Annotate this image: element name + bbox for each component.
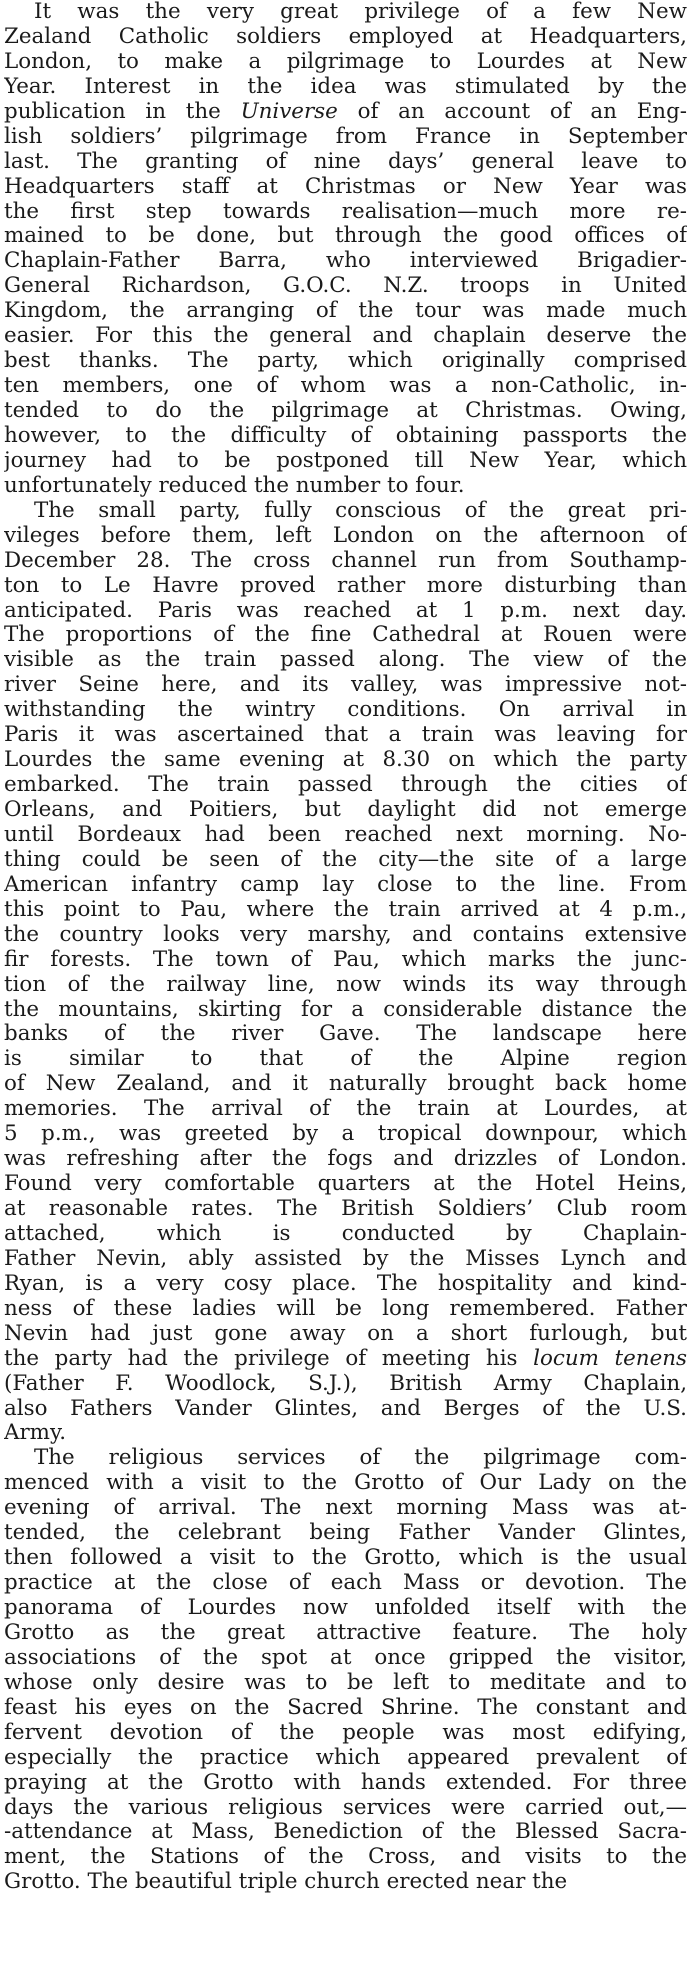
text-line: ten members, one of whom was a non-Catholic, in-	[4, 374, 687, 399]
text-line: the country looks very marshy, and contains extensive	[4, 922, 687, 947]
text-line: menced with a visit to the Grotto of Our Lady on the	[4, 1471, 687, 1496]
text-line: feast his eyes on the Sacred Shrine. The constant and	[4, 1695, 687, 1720]
text-line: fervent devotion of the people was most edifying,	[4, 1720, 687, 1745]
text-line: Ryan, is a very cosy place. The hospitality and kind-	[4, 1271, 687, 1296]
text-line: however, to the difficulty of obtaining passports the	[4, 423, 687, 448]
text-line: river Seine here, and its valley, was impressive not-	[4, 673, 687, 698]
text-line: this point to Pau, where the train arrived at 4 p.m.,	[4, 897, 687, 922]
text-line: the party had the privilege of meeting his locum tenens	[4, 1346, 687, 1371]
text-line: was refreshing after the fogs and drizzles of London.	[4, 1147, 687, 1172]
text-line: the first step towards realisation—much more re-	[4, 199, 687, 224]
text-line: journey had to be postponed till New Year, which	[4, 448, 687, 473]
article-paragraph	[4, 1446, 687, 1895]
text-line: easier. For this the general and chaplain deserve the	[4, 324, 687, 349]
text-line: tion of the railway line, now winds its way through	[4, 972, 687, 997]
text-line: fir forests. The town of Pau, which marks the junc-	[4, 947, 687, 972]
text-line: especially the practice which appeared prevalent of	[4, 1745, 687, 1770]
italic-text: locum tenens	[533, 1346, 687, 1371]
text-line: ness of these ladies will be long remembered. Father	[4, 1296, 687, 1321]
text-line: Army.	[4, 1421, 66, 1446]
text-line: Lourdes the same evening at 8.30 on which the party	[4, 748, 687, 773]
text-line: days the various religious services were carried out,—	[4, 1795, 687, 1820]
text-line: Year. Interest in the idea was stimulated by the	[4, 74, 687, 99]
text-line: Nevin had just gone away on a short furlough, but	[4, 1321, 687, 1346]
text-line: best thanks. The party, which originally comprised	[4, 349, 687, 374]
text-line: London, to make a pilgrimage to Lourdes at New	[4, 49, 687, 74]
text-line: panorama of Lourdes now unfolded itself with the	[4, 1596, 687, 1620]
text-line: withstanding the wintry conditions. On arrival in	[4, 698, 687, 723]
text-line: The proportions of the fine Cathedral at Rouen were	[4, 623, 687, 648]
text-line: American infantry camp lay close to the line. From	[4, 872, 687, 897]
text-line: publication in the Universe of an account of an Eng-	[4, 99, 687, 124]
text-line: unfortunately reduced the number to four.	[4, 473, 465, 498]
text-line: of New Zealand, and it naturally brought back home	[4, 1072, 687, 1097]
text-line: December 28. The cross channel run from Southamp-	[4, 548, 687, 573]
text-line: is similar to that of the Alpine region	[4, 1047, 687, 1072]
text-line: until Bordeaux had been reached next morning. No-	[4, 822, 687, 847]
text-line: It was the very great privilege of a few New	[34, 0, 687, 24]
text-line: associations of the spot at once gripped the visitor,	[4, 1645, 687, 1670]
text-line: anticipated. Paris was reached at 1 p.m. next day.	[4, 598, 687, 623]
text-line: Father Nevin, ably assisted by the Misses Lynch and	[4, 1246, 687, 1271]
text-line: practice at the close of each Mass or devotion. The	[4, 1571, 687, 1596]
article-paragraph	[4, 499, 687, 1447]
text-line: whose only desire was to be left to meditate and to	[4, 1670, 687, 1695]
text-line: The small party, fully conscious of the great pri-	[34, 498, 687, 523]
text-line: Found very comfortable quarters at the Hotel Heins,	[4, 1172, 687, 1197]
text-line: visible as the train passed along. The view of the	[4, 648, 687, 673]
text-line: banks of the river Gave. The landscape here	[4, 1022, 687, 1047]
article-body	[4, 0, 687, 1895]
text-line: also Fathers Vander Glintes, and Berges of the U.S.	[4, 1396, 687, 1421]
text-line: last. The granting of nine days’ general leave to	[4, 149, 687, 174]
text-line: evening of arrival. The next morning Mass was at-	[4, 1496, 687, 1521]
italic-text: Universe	[240, 99, 338, 124]
text-line: mained to be done, but through the good offices of	[4, 224, 687, 249]
text-line: praying at the Grotto with hands extended. For three	[4, 1770, 687, 1795]
text-line: embarked. The train passed through the cities of	[4, 773, 687, 798]
text-line: Grotto. The beautiful triple church erected near the	[4, 1870, 568, 1895]
text-line: at reasonable rates. The British Soldiers’ Club room	[4, 1197, 687, 1221]
text-line: vileges before them, left London on the afternoon of	[4, 523, 687, 548]
text-line: Kingdom, the arranging of the tour was made much	[4, 299, 687, 324]
text-line: memories. The arrival of the train at Lourdes, at	[4, 1097, 687, 1122]
text-line: then followed a visit to the Grotto, which is the usual	[4, 1546, 687, 1571]
text-line: attached, which is conducted by Chaplain-	[4, 1221, 687, 1246]
text-line: General Richardson, G.O.C. N.Z. troops in United	[4, 274, 687, 299]
text-line: Headquarters staff at Christmas or New Year was	[4, 174, 687, 199]
text-line: Chaplain-Father Barra, who interviewed Brigadier-	[4, 249, 687, 274]
text-line: ton to Le Havre proved rather more disturbing than	[4, 573, 687, 598]
text-line: 5 p.m., was greeted by a tropical downpour, which	[4, 1122, 687, 1147]
text-line: Grotto as the great attractive feature. The holy	[4, 1620, 687, 1645]
text-line: thing could be seen of the city—the site of a large	[4, 847, 687, 872]
text-line: Paris it was ascertained that a train was leaving for	[4, 723, 687, 748]
text-line: (Father F. Woodlock, S.J.), British Army Chaplain,	[4, 1371, 687, 1396]
text-line: Zealand Catholic soldiers employed at Headquarters,	[4, 24, 687, 49]
article-paragraph	[4, 0, 687, 499]
text-line: The religious services of the pilgrimage com-	[34, 1446, 687, 1471]
article-page	[4, 0, 687, 1971]
text-line: the mountains, skirting for a considerable distance the	[4, 997, 687, 1022]
text-line: lish soldiers’ pilgrimage from France in September	[4, 124, 687, 149]
text-line: Orleans, and Poitiers, but daylight did not emerge	[4, 798, 687, 822]
text-line: tended, the celebrant being Father Vander Glintes,	[4, 1521, 687, 1546]
text-line: ment, the Stations of the Cross, and visits to the	[4, 1845, 687, 1870]
text-line: tended to do the pilgrimage at Christmas. Owing,	[4, 399, 687, 423]
text-line: -attendance at Mass, Benediction of the Blessed Sacra-	[4, 1820, 687, 1845]
